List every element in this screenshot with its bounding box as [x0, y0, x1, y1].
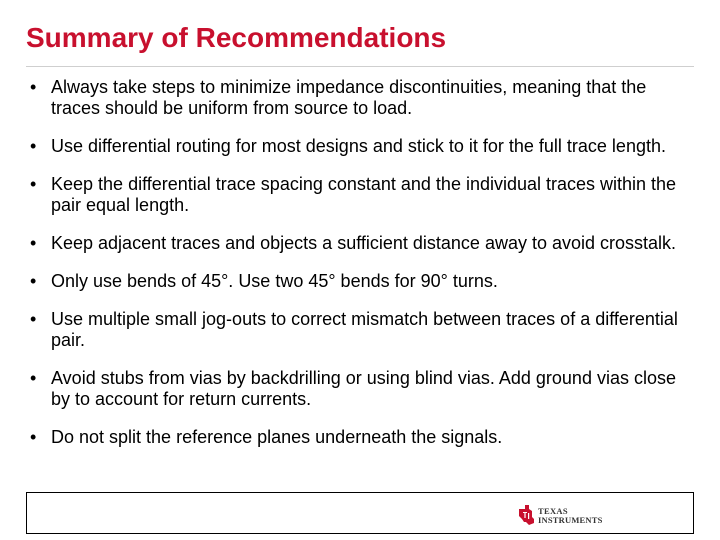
slide-title: Summary of Recommendations: [26, 22, 447, 53]
bullet-item: [30, 271, 692, 292]
bullet-item: [30, 368, 692, 410]
ti-wordmark-line1: TEXAS: [538, 506, 568, 516]
bullet-marker: •: [30, 271, 37, 291]
bullet-marker: •: [30, 136, 37, 156]
bullet-item: [30, 136, 692, 157]
bullet-list: [30, 77, 692, 465]
bullet-marker: •: [30, 233, 37, 253]
footer-bar: [26, 492, 694, 534]
bullet-marker: •: [30, 427, 37, 447]
bullet-item: [30, 233, 692, 254]
title-divider: [26, 66, 694, 67]
bullet-text: Avoid stubs from vias by backdrilling or using blind vias. Add ground vias close by to account for return currents.: [51, 368, 676, 409]
bullet-item: [30, 309, 692, 351]
bullet-marker: •: [30, 309, 37, 329]
texas-instruments-logo: [517, 503, 611, 527]
bullet-text: Always take steps to minimize impedance discontinuities, meaning that the traces should be uniform from source to load.: [51, 77, 647, 118]
texas-instruments-logo-svg: [517, 503, 611, 527]
bullet-text: Keep adjacent traces and objects a sufficient distance away to avoid crosstalk.: [51, 233, 677, 253]
bullet-text: Only use bends of 45°. Use two 45° bends for 90° turns.: [51, 271, 498, 291]
bullet-marker: •: [30, 174, 37, 194]
ti-mark-icon: [519, 505, 534, 525]
bullet-marker: •: [30, 368, 37, 388]
bullet-marker: •: [30, 77, 37, 97]
bullet-item: [30, 77, 692, 119]
bullet-text: Do not split the reference planes underneath the signals.: [51, 427, 503, 447]
bullet-item: [30, 427, 692, 448]
ti-wordmark-line2: INSTRUMENTS: [538, 515, 603, 525]
bullet-text: Use multiple small jog-outs to correct mismatch between traces of a differential pair.: [51, 309, 678, 350]
bullet-text: Use differential routing for most designs and stick to it for the full trace length.: [51, 136, 666, 156]
bullet-item: [30, 174, 692, 216]
bullet-text: Keep the differential trace spacing constant and the individual traces within the pair equal length.: [51, 174, 677, 215]
